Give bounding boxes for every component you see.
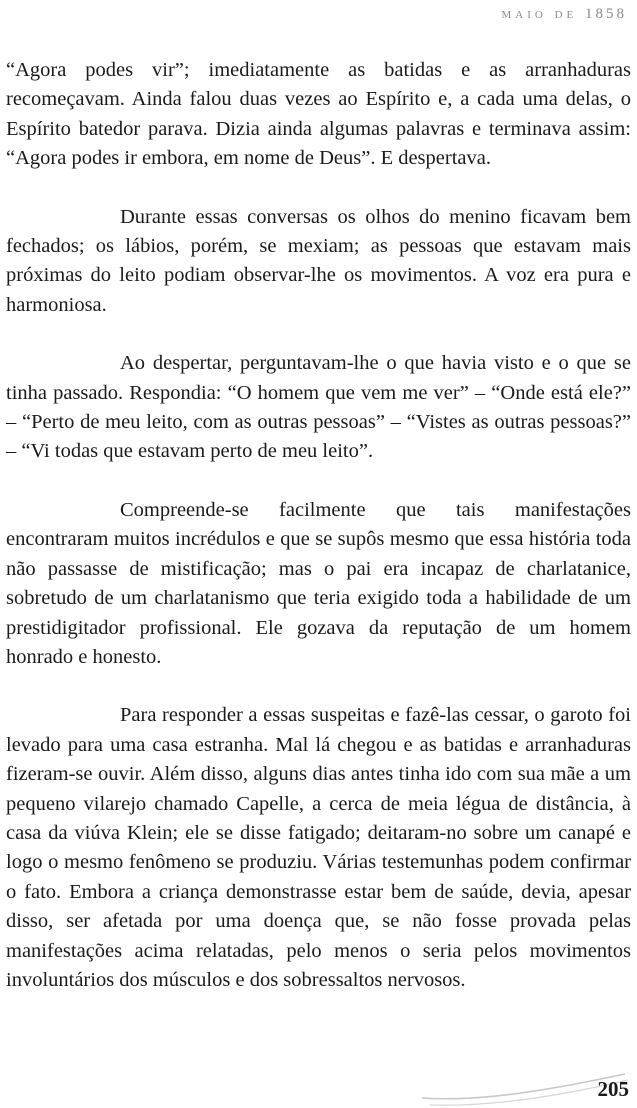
header-month: maio de <box>501 6 578 22</box>
header-year: 1858 <box>585 6 627 22</box>
page-number: 205 <box>597 1077 629 1101</box>
paragraph-4: Compreende-se facilmente que tais manifestações encontraram muitos incrédulos e que se supôs mesmo que essa história toda não passasse de mistificação; mas o pai era incapaz de charlatanice, sobretudo de um charlatanismo que teria exigido toda a habilidade de um prestidigitador profissional. Ele gozava da reputação de um homem honrado e honesto. <box>6 498 631 668</box>
body-text <box>6 56 631 995</box>
running-header <box>502 6 628 23</box>
paragraph-1: “Agora podes vir”; imediatamente as batidas e as arranhaduras recomeçavam. Ainda falou duas vezes ao Espírito e, a cada uma delas, o Espírito batedor parava. Dizia ainda algumas palavras e terminava assim: “Agora podes ir embora, em nome de Deus”. E despertava. <box>6 59 631 170</box>
paragraph-3: Ao despertar, perguntavam-lhe o que havia visto e o que se tinha passado. Respondia: “O homem que vem me ver” – “Onde está ele?” – “Perto de meu leito, com as outras pessoas” – “Vistes as outras pessoas?” – “Vi todas que estavam perto de meu leito”. <box>6 352 631 463</box>
paragraph-5: Para responder a essas suspeitas e fazê-las cessar, o garoto foi levado para uma casa estranha. Mal lá chegou e as batidas e arranhaduras fizeram-se ouvir. Além disso, alguns dias antes tinha ido com sua mãe a um pequeno vilarejo chamado Capelle, a cerca de meia légua de distância, à casa da viúva Klein; ele se disse fatigado; deitaram-no sobre um canapé e logo o mesmo fenômeno se produziu. Várias testemunhas podem confirmar o fato. Embora a criança demonstrasse estar bem de saúde, devia, apesar disso, ser afetada por uma doença que, se não fosse provada pelas manifestações acima relatadas, pelo menos o seria pelos movimentos involuntários dos músculos e dos sobressaltos nervosos. <box>6 704 631 991</box>
paragraph-2: Durante essas conversas os olhos do menino ficavam bem fechados; os lábios, porém, se mexiam; as pessoas que estavam mais próximas do leito podiam observar-lhe os movimentos. A voz era pura e harmoniosa. <box>6 205 631 316</box>
